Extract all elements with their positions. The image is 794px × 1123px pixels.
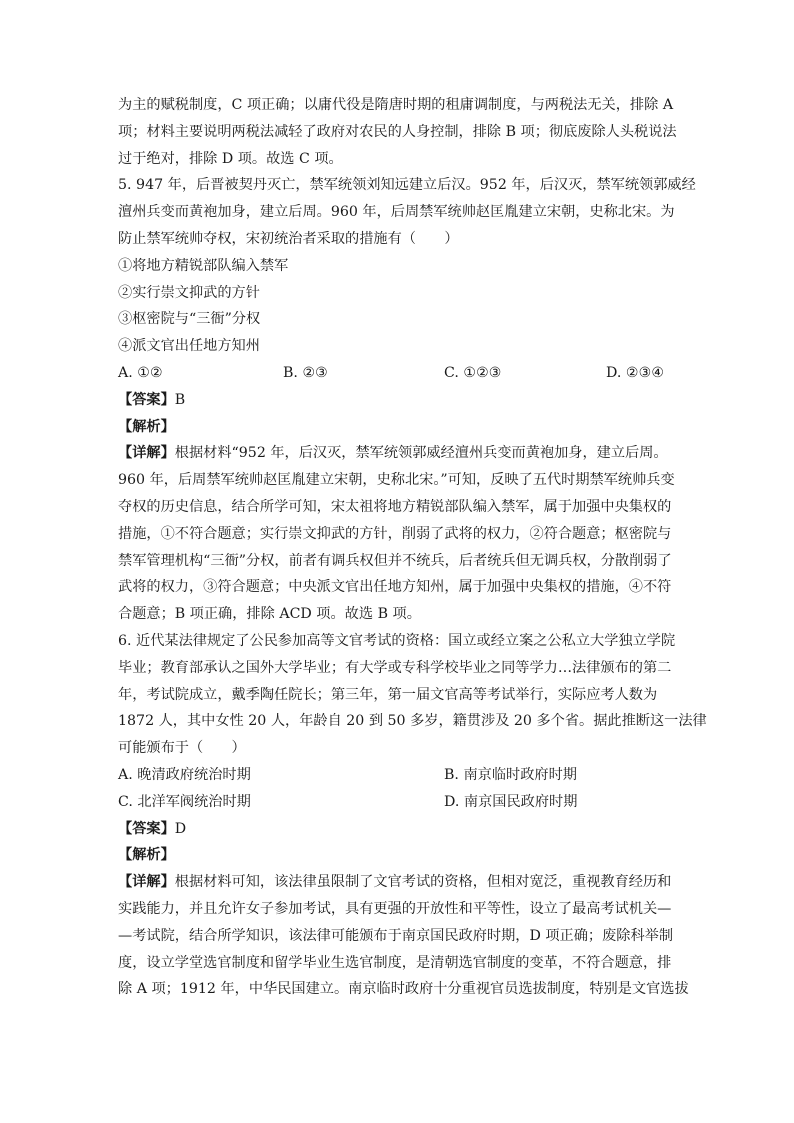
question-6-options-row: [118, 789, 680, 816]
answer-value: B: [174, 391, 186, 408]
question-6-stem: 可能颁布于（ ）: [118, 740, 246, 757]
question-5-detail: 夺权的历史信息，结合所学可知，宋太祖将地方精锐部队编入禁军，属于加强中央集权的: [118, 498, 672, 515]
option-b: B. 南京临时政府时期: [444, 766, 577, 783]
question-5-stem: 防止禁军统帅夺权，宋初统治者采取的措施有（ ）: [118, 230, 459, 247]
question-5-detail: 措施，①不符合题意；实行崇文抑武的方针，削弱了武将的权力，②符合题意；枢密院与: [118, 525, 672, 542]
option-c: C. 北洋军阀统治时期: [118, 793, 251, 810]
text-line: 为主的赋税制度，C 项正确；以庸代役是隋唐时期的租庸调制度，与两税法无关，排除 A: [118, 97, 674, 113]
question-6-stem: 6. 近代某法律规定了公民参加高等文官考试的资格：国立或经立案之公私立大学独立学院: [118, 632, 676, 649]
question-6-analysis: [118, 842, 680, 869]
question-6-answer: [118, 816, 680, 843]
question-5-detail: 禁军管理机构“三衙”分权，前者有调兵权但并不统兵，后者统兵但无调兵权，分散削弱了: [118, 552, 672, 569]
question-6-stem: 年，考试院成立，戴季陶任院长；第三年，第一届文官高等考试举行，实际应考人数为: [118, 686, 658, 703]
answer-tag: 【答案】: [118, 391, 175, 408]
option-a: A. ①②: [118, 364, 163, 381]
question-5-detail: 合题意；B 项正确，排除 ACD 项。故选 B 项。: [118, 606, 421, 623]
question-5-analysis: [118, 414, 680, 441]
analysis-tag: 【解析】: [118, 418, 175, 435]
option-c: C. ①②③: [444, 364, 502, 381]
question-6-detail: 除 A 项；1912 年，中华民国建立。南京临时政府十分重视官员选拔制度，特别是文官选拔: [118, 981, 689, 998]
option-d: D. ②③④: [606, 364, 665, 381]
question-5-item: ④派文官出任地方知州: [118, 338, 260, 355]
document-page: [118, 92, 707, 1003]
question-5-item: ②实行崇文抑武的方针: [118, 284, 260, 301]
answer-value: D: [174, 820, 187, 837]
option-d: D. 南京国民政府时期: [444, 793, 578, 810]
text-line: 项；材料主要说明两税法减轻了政府对农民的人身控制，排除 B 项；彻底废除人头税说法: [118, 123, 677, 140]
question-5-detail: [118, 440, 680, 467]
option-a: A. 晚清政府统治时期: [118, 766, 251, 783]
question-5-options: [118, 360, 680, 387]
option-b: B. ②③: [283, 364, 328, 381]
detail-text: 根据材料可知，该法律虽限制了文官考试的资格，但相对宽泛，重视教育经历和: [174, 874, 672, 891]
question-6-stem: 毕业；教育部承认之国外大学毕业；有大学或专科学校毕业之同等学力…法律颁布的第二: [118, 659, 672, 676]
question-6-detail: [118, 869, 680, 896]
question-6-stem: 1872 人，其中女性 20 人，年龄自 20 到 50 多岁，籍贯涉及 20 多个省。据此推断这一法律: [118, 713, 707, 730]
question-6-detail: 度，设立学堂选官制度和留学毕业生选官制度，是清朝选官制度的变革，不符合题意，排: [118, 954, 672, 971]
question-5-item: ③枢密院与“三衙”分权: [118, 311, 261, 328]
question-6-options-row: [118, 762, 680, 789]
question-5-detail: 960 年，后周禁军统帅赵匡胤建立宋朝，史称北宋。”可知，反映了五代时期禁军统帅兵变: [118, 472, 675, 489]
question-6-detail: 实践能力，并且允许女子参加考试，具有更强的开放性和平等性，设立了最高考试机关—: [118, 900, 672, 917]
question-6-detail: —考试院，结合所学知识，该法律可能颁布于南京国民政府时期，D 项正确；废除科举制: [118, 927, 674, 944]
question-5-answer: [118, 387, 680, 414]
detail-tag: 【详解】: [118, 445, 175, 462]
detail-tag: 【详解】: [118, 874, 175, 891]
text-line: 过于绝对，排除 D 项。故选 C 项。: [118, 150, 343, 167]
question-5-detail: 武将的权力，③符合题意；中央派文官出任地方知州，属于加强中央集权的措施，④不符: [118, 579, 672, 596]
detail-text: 根据材料“952 年，后汉灭，禁军统领郭威经澶州兵变而黄袍加身，建立后周。: [174, 445, 668, 462]
question-5-stem: 5. 947 年，后晋被契丹灭亡，禁军统领刘知远建立后汉。952 年，后汉灭，禁军统领郭威经: [118, 177, 696, 194]
question-5-item: ①将地方精锐部队编入禁军: [118, 257, 289, 274]
answer-tag: 【答案】: [118, 820, 175, 837]
question-5-stem: 澶州兵变而黄袍加身，建立后周。960 年，后周禁军统帅赵匡胤建立宋朝，史称北宋。为: [118, 204, 675, 221]
analysis-tag: 【解析】: [118, 847, 175, 864]
